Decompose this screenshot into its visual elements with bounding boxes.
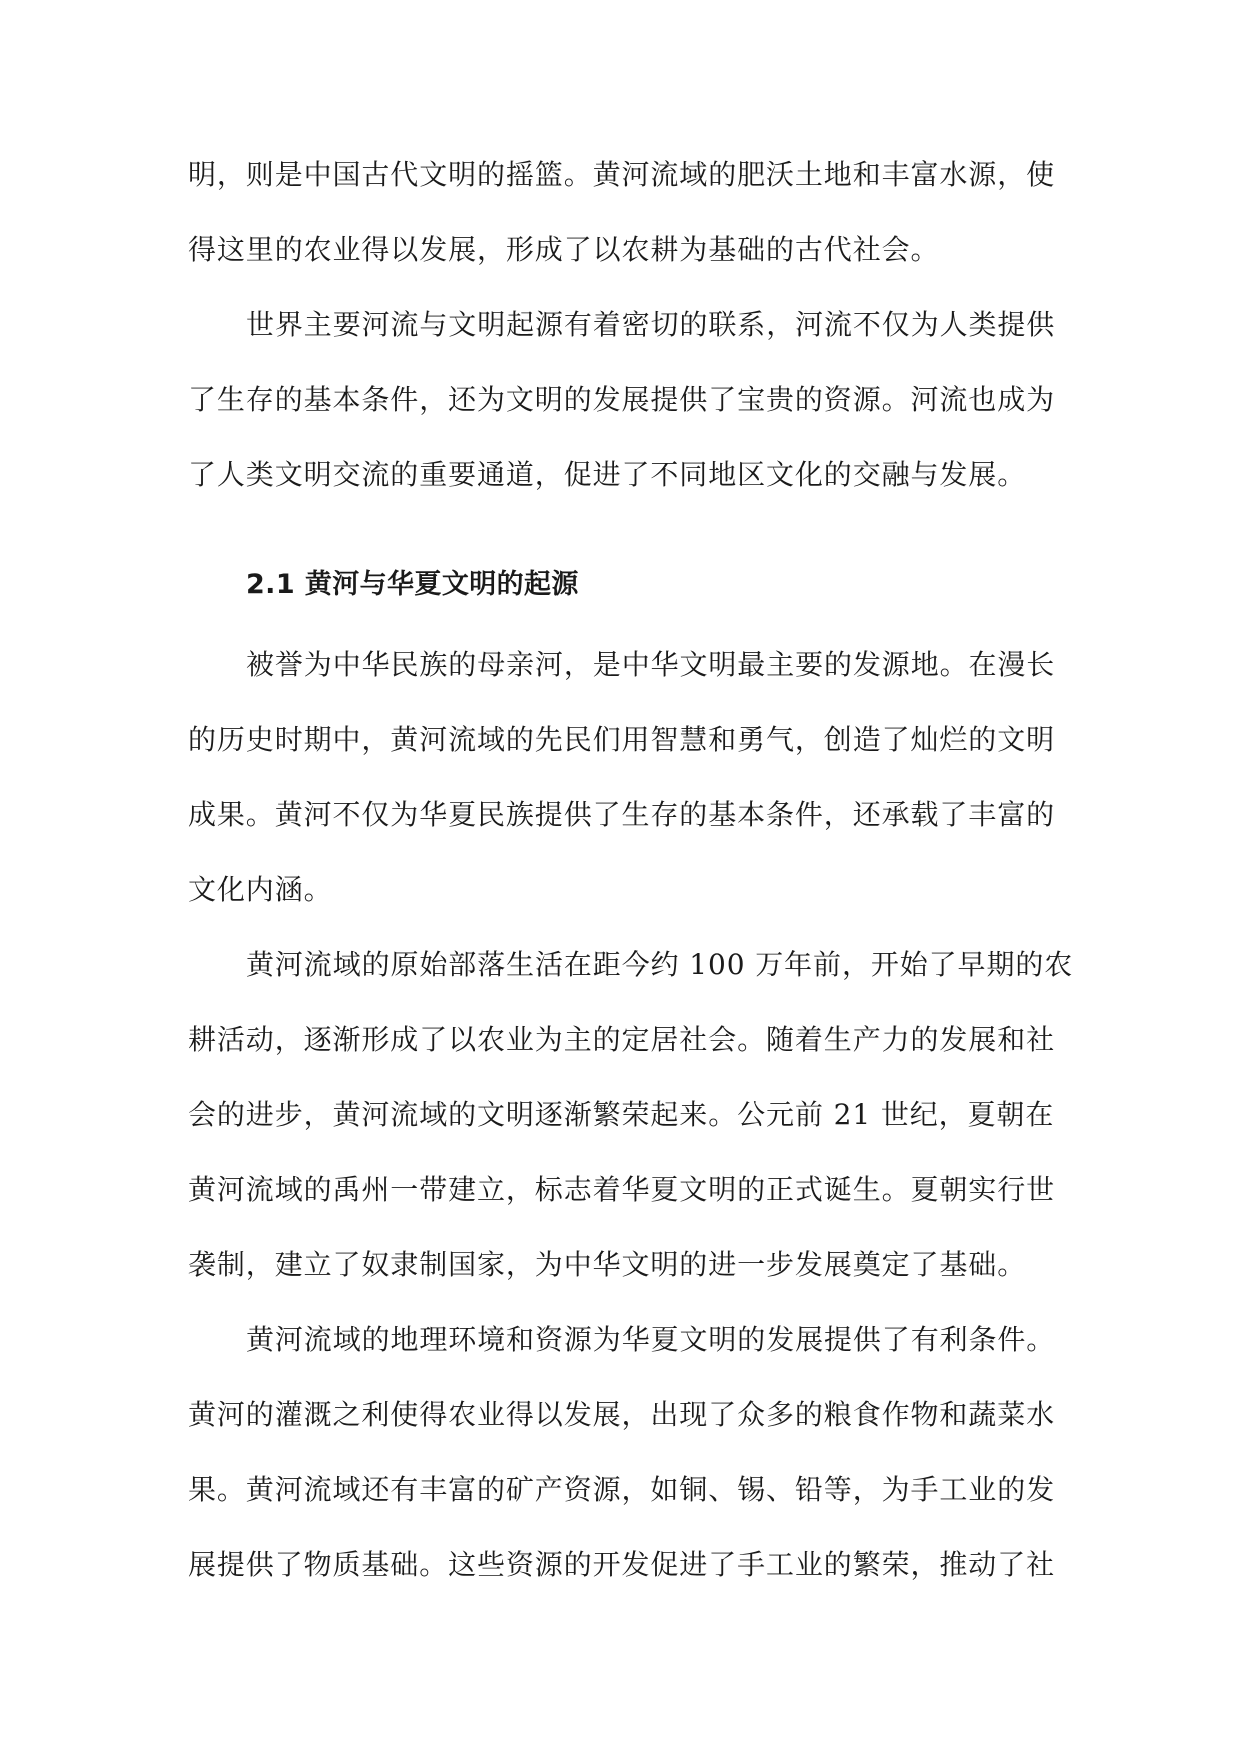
- paragraph-line: 黄河流域的禹州一带建立，标志着华夏文明的正式诞生。夏朝实行世: [188, 1173, 1056, 1206]
- paragraph-line: 的历史时期中，黄河流域的先民们用智慧和勇气，创造了灿烂的文明: [188, 723, 1056, 756]
- paragraph-line: 黄河的灌溉之利使得农业得以发展，出现了众多的粮食作物和蔬菜水: [188, 1398, 1056, 1431]
- paragraph-line: 黄河流域的原始部落生活在距今约 100 万年前，开始了早期的农: [246, 948, 1074, 981]
- paragraph: [188, 627, 1058, 927]
- paragraph-line: 黄河流域的地理环境和资源为华夏文明的发展提供了有利条件。: [246, 1323, 1056, 1356]
- paragraph: [188, 927, 1074, 1302]
- paragraph-line: 得这里的农业得以发展，形成了以农耕为基础的古代社会。: [188, 233, 940, 266]
- paragraph: [188, 1302, 1058, 1602]
- paragraph-line: 耕活动，逐渐形成了以农业为主的定居社会。随着生产力的发展和社: [188, 1023, 1056, 1056]
- section-heading: 2.1 黄河与华夏文明的起源: [246, 569, 579, 600]
- paragraph-line: 果。黄河流域还有丰富的矿产资源，如铜、锡、铅等，为手工业的发: [188, 1473, 1056, 1506]
- paragraph-line: 世界主要河流与文明起源有着密切的联系，河流不仅为人类提供: [246, 308, 1056, 341]
- paragraph-line: 成果。黄河不仅为华夏民族提供了生存的基本条件，还承载了丰富的: [188, 798, 1056, 831]
- paragraph: [188, 137, 1058, 287]
- document-body: [188, 137, 1074, 1602]
- spacer: [188, 512, 1058, 543]
- paragraph-line: 会的进步，黄河流域的文明逐渐繁荣起来。公元前 21 世纪，夏朝在: [188, 1098, 1055, 1131]
- paragraph-line: 文化内涵。: [188, 873, 333, 906]
- paragraph: [188, 287, 1058, 512]
- paragraph-line: 展提供了物质基础。这些资源的开发促进了手工业的繁荣，推动了社: [188, 1548, 1056, 1581]
- paragraph-line: 了生存的基本条件，还为文明的发展提供了宝贵的资源。河流也成为: [188, 383, 1056, 416]
- paragraph-line: 被誉为中华民族的母亲河，是中华文明最主要的发源地。在漫长: [246, 648, 1056, 681]
- paragraph-line: 了人类文明交流的重要通道，促进了不同地区文化的交融与发展。: [188, 458, 1027, 491]
- paragraph-line: 袭制，建立了奴隶制国家，为中华文明的进一步发展奠定了基础。: [188, 1248, 1027, 1281]
- paragraph-line: 明，则是中国古代文明的摇篮。黄河流域的肥沃土地和丰富水源，使: [188, 158, 1056, 191]
